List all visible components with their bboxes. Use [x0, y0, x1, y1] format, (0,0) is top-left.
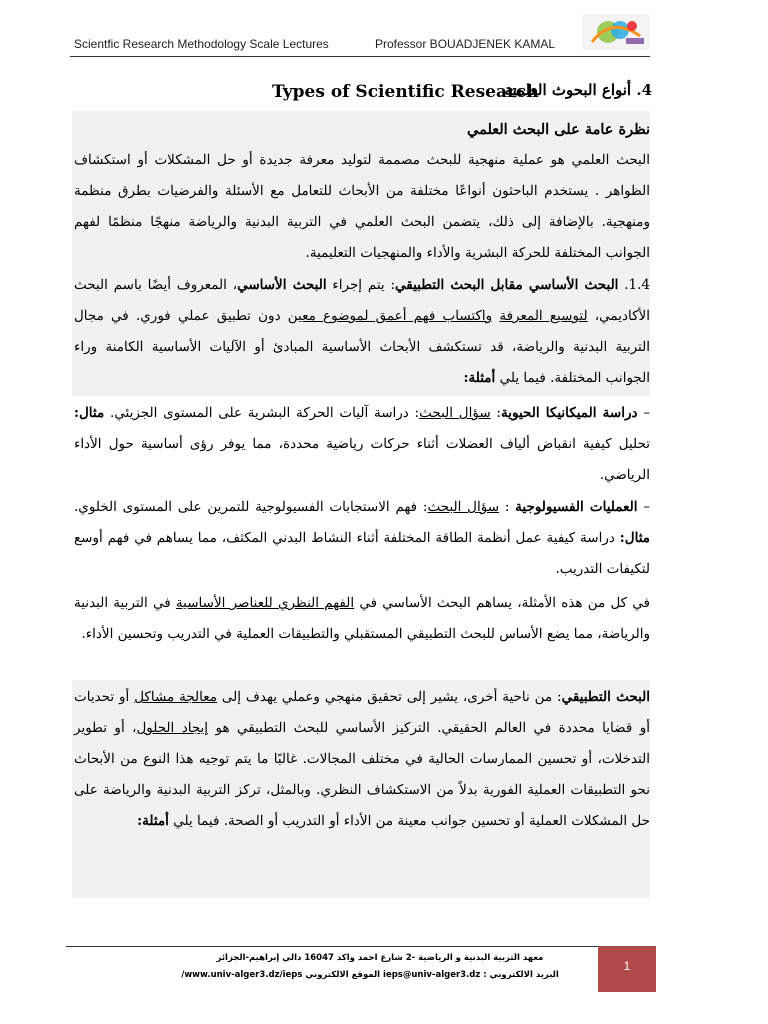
examples-label: أمثلة:	[137, 813, 169, 829]
physiology-item: – العمليات الفسيولوجية : سؤال البحث: فهم الاستجابات الفسيولوجية للتمرين على المستوى الخلوي. مثال: دراسة كيفية عمل أنظمة الطاقة المختلفة أثناء النشاط البدني المكثف، مما يساهم في فهم أوسع لتكيفات التدريب.	[74, 499, 651, 577]
basic-research-term: البحث الأساسي	[237, 277, 327, 293]
basic-vs-applied-heading: البحث الأساسي مقابل البحث التطبيقي	[395, 277, 619, 293]
research-question-label: سؤال البحث	[419, 405, 491, 421]
physiology-heading: العمليات الفسيولوجية	[515, 499, 638, 515]
section-title-arabic: 4. أنواع البحوث العلمية	[504, 81, 652, 99]
basic-research-paragraph: 1.4. البحث الأساسي مقابل البحث التطبيقي: يتم إجراء البحث الأساسي، المعروف أيضًا باسم البحث الأكاديمي، لتوسيع المعرفة واكتساب فهم أعمق لموضوع معين دون تطبيق عملي فوري. في مجال التربية البدنية والرياضة، قد تستكشف الأبحاث الأساسية المبادئ أو الآليات الأساسية الكامنة وراء الجوانب المختلفة. فيما يلي أمثلة:	[74, 277, 651, 386]
footer-rule	[66, 946, 598, 947]
header-logo	[582, 14, 650, 50]
biomechanics-item: – دراسة الميكانيكا الحيوية: سؤال البحث: دراسة آليات الحركة البشرية على المستوى الجزيئي. مثال: تحليل كيفية انقباض ألياف العضلات أثناء حركات رياضية محددة، مما يوفر رؤى أساسية حول الأداء الرياضي.	[74, 405, 650, 483]
applied-research-heading: البحث التطبيقي	[561, 689, 651, 705]
example-label: مثال:	[619, 530, 651, 546]
header-author: Professor BOUADJENEK KAMAL	[375, 37, 556, 51]
expand-knowledge-underline: لتوسيع المعرفة	[499, 308, 588, 324]
footer-address: معهد التربية البدنية و الرياضية -2 شارع احمد واكد 16047 دالي إبراهيم-الجزائر	[216, 953, 544, 963]
example-label: مثال:	[74, 405, 105, 421]
overview-heading: نظرة عامة على البحث العلمي	[467, 121, 650, 138]
theoretical-understanding-underline: الفهم النظري للعناصر الأساسية	[175, 595, 355, 611]
summary-paragraph: في كل من هذه الأمثلة، يساهم البحث الأساسي في الفهم النظري للعناصر الأساسية في التربية البدنية والرياضة، مما يضع الأساس للبحث التطبيقي المستقبلي والتطبيقات العملية في التدريب وتحسين الأداء.	[74, 595, 651, 642]
examples-label: أمثلة:	[463, 370, 496, 386]
find-solutions-underline: إيجاد الحلول	[136, 720, 209, 736]
section-number: 1.4.	[624, 277, 651, 293]
research-question-label: سؤال البحث	[427, 499, 500, 515]
page-number: 1	[598, 946, 656, 992]
applied-research-paragraph: البحث التطبيقي: من ناحية أخرى، يشير إلى تحقيق منهجي وعملي يهدف إلى معالجة مشاكل أو تحديات أو قضايا محددة في العالم الحقيقي. التركيز الأساسي للبحث التطبيقي هو إيجاد الحلول، أو تطوير التدخلات، أو تحسين الممارسات الحالية في مختلف المجالات. غالبًا ما يتم توجيه هذا النوع من الأبحاث نحو التطبيقات العملية الفورية بدلاً من الاستكشاف النظري. وبالمثل، تركز التربية البدنية والرياضة على حل المشكلات العملية أو تحسين جوانب معينة من الأداء أو التدريب أو الصحة. فيما يلي أمثلة:	[74, 689, 651, 829]
header-course-title: Scientfic Research Methodology Scale Lectures	[74, 37, 329, 51]
section-title-english: Types of Scientific Research	[272, 82, 539, 102]
overview-paragraph: البحث العلمي هو عملية منهجية للبحث مصممة لتوليد معرفة جديدة أو حل المشكلات أو استكشاف الظواهر . يستخدم الباحثون أنواعًا مختلفة من الأبحاث للتعامل مع الأسئلة والفرضيات بطرق منظمة ومنهجية. بالإضافة إلى ذلك، يتضمن البحث العلمي في التربية البدنية والرياضة منهجًا منظمًا لفهم الجوانب المختلفة للحركة البشرية والأداء والمنهجيات التعليمية.	[74, 152, 650, 261]
biomechanics-heading: دراسة الميكانيكا الحيوية	[500, 405, 638, 421]
address-problems-underline: معالجة مشاكل	[134, 689, 218, 705]
deeper-understanding-underline: واكتساب فهم أعمق لموضوع معين	[287, 308, 493, 324]
header-rule	[70, 56, 650, 57]
section-title	[272, 81, 652, 105]
footer-contact: البريد الالكتروني : ieps@univ-alger3.dz الموقع الالكتروني www.univ-alger3.dz/ieps/	[181, 970, 559, 980]
